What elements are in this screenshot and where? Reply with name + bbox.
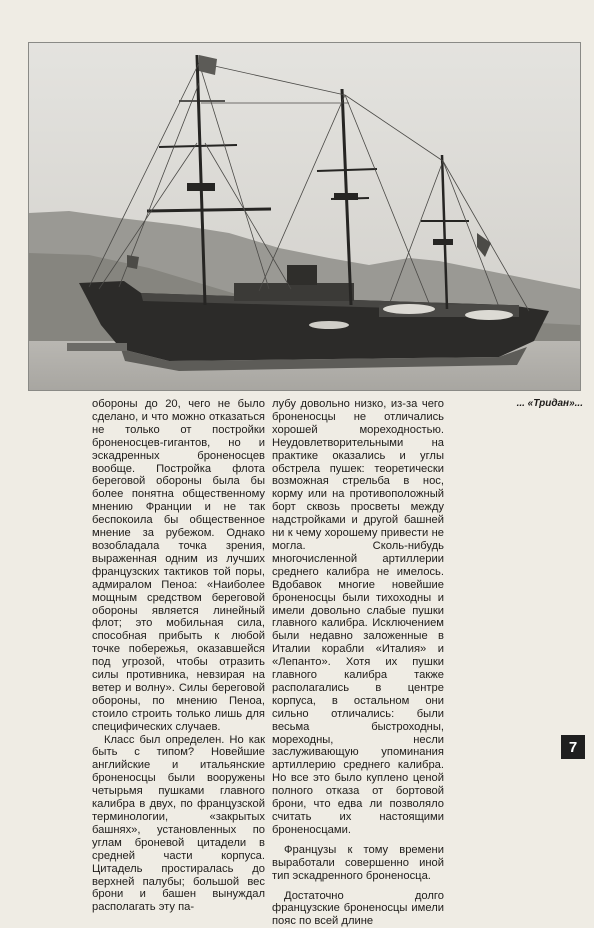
- paragraph: Французы к тому времени выработали совершенно иной тип эскадренного броненосца.: [272, 843, 444, 882]
- ship-photo: [28, 42, 581, 391]
- text-column-1: [92, 398, 265, 914]
- paragraph: лубу довольно низко, из-за чего броненосцы не отличались хорошей мореходностью. Неудовлетворительными на практике оказались и углы обстрела пушек: теоретически возможная стрельба в нос, корму или на противоположный борт сквозь просветы между надстройками и другой башней ни к чему хорошему привести не могла. Сколь-нибудь многочисленной артиллерии среднего калибра не имелось. Вдобавок многие новейшие броненосцы были тихоходны и имели довольно слабые пушки главного калибра. Исключением были недавно заложенные в Италии корабли «Италия» и «Лепанто». Хотя их пушки главного калибра также располагались в центре корпуса, в остальном они сильно отличались: были весьма быстроходны, мореходны, несли заслуживающую упоминания артиллерию среднего калибра. Но все это было куплено ценой полного отказа от бортовой брони, что едва ли позволяло считать их настоящими броненосцами.: [272, 398, 444, 836]
- photo-caption: ... «Тридан»...: [516, 398, 583, 409]
- paragraph: обороны до 20, чего не было сделано, и что можно отказаться не только от постройки броненосцев-гигантов, но и эскадренных броненосцев вообще. Постройка флота береговой обороны была бы более понятна общественному мнению Франции и не так беспокоила бы общественное мнение за рубежом. Однако возобладала точка зрения, выраженная одним из лучших французских тактиков той поры, адмиралом Пеноа: «Наиболее мощным средством береговой обороны является линейный флот; это мобильная сила, способная прибыть к любой точке побережья, оказавшейся под угрозой, чтобы отразить силы противника, невзирая на ветер и волну». Силы береговой обороны, по мнению Пеноа, стоило строить только лишь для специфических случаев.: [92, 398, 265, 733]
- paragraph: Класс был определен. Но как быть с типом? Новейшие английские и итальянские броненосцы были вооружены четырьмя пушками главного калибра в двух, по французской терминологии, «закрытых башнях», установленных по углам броневой цитадели в средней части корпуса. Цитадель простиралась до верхней палубы; большой вес брони и башен вынуждал располагать эту па-: [92, 733, 265, 914]
- text-column-2: [272, 398, 444, 928]
- paragraph: Достаточно долго французские броненосцы имели пояс по всей длине: [272, 889, 444, 928]
- page-number: 7: [561, 735, 585, 759]
- ironclad-ship-photo: [29, 43, 580, 390]
